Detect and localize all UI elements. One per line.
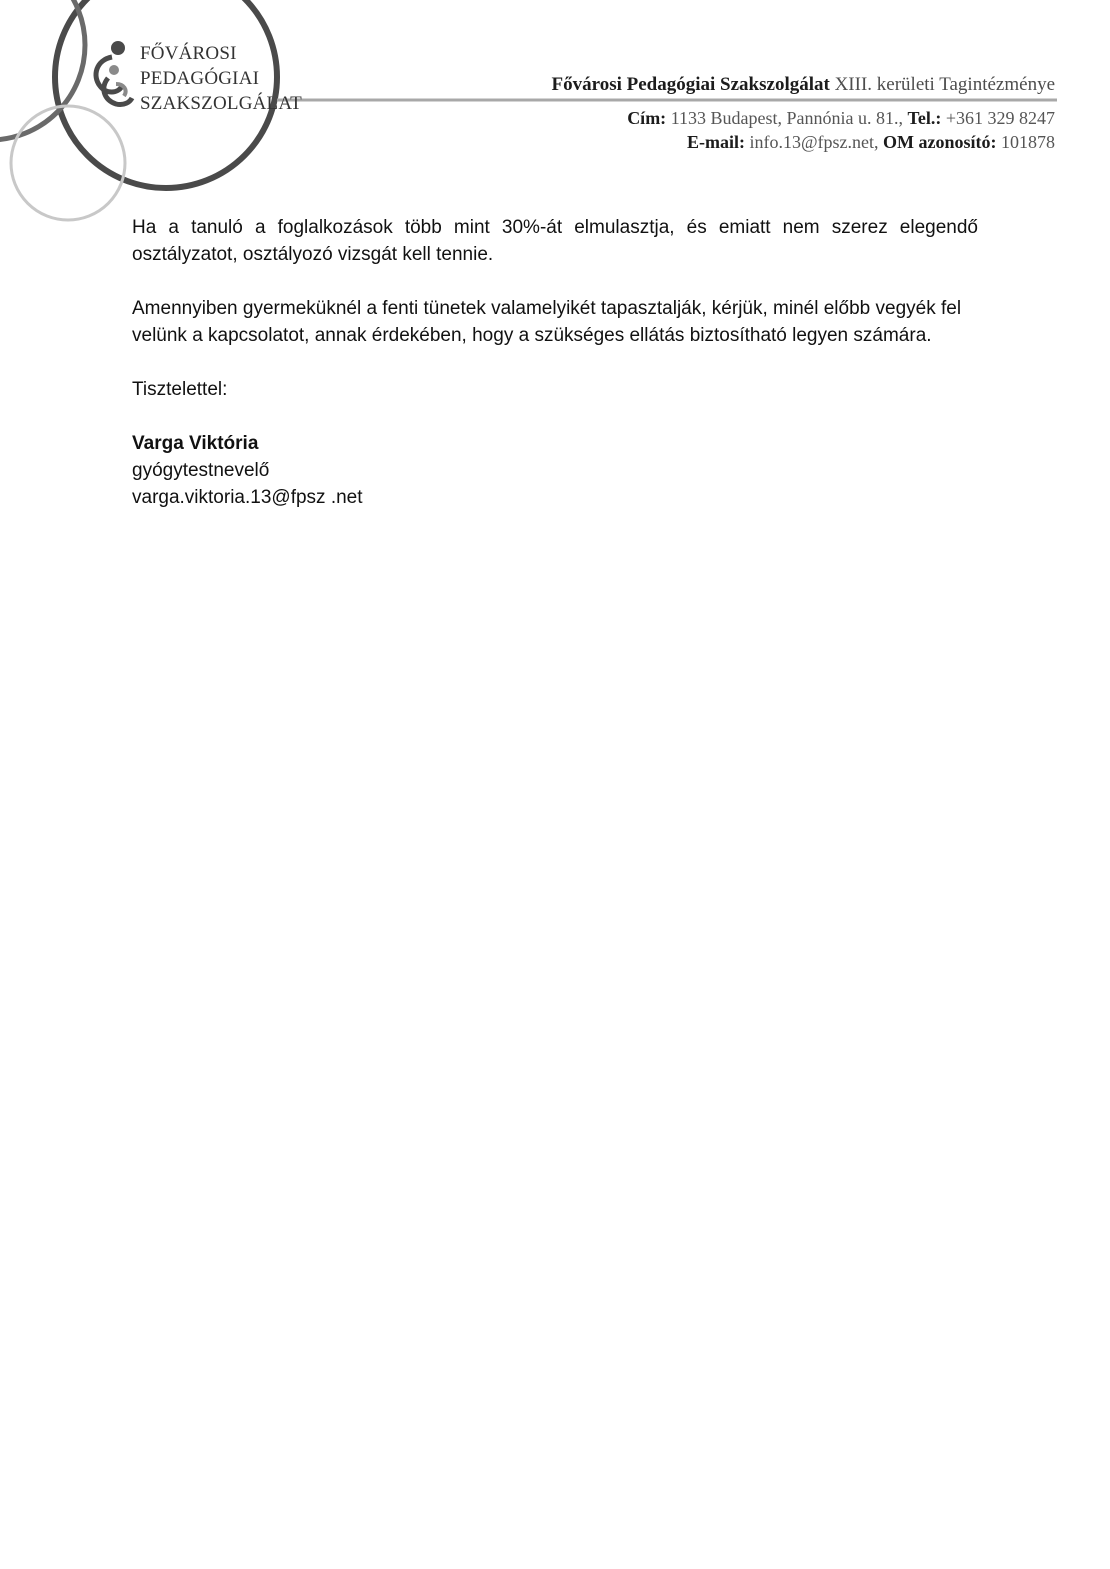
logo-line-1: FŐVÁROSI <box>140 43 237 64</box>
signer-email[interactable]: varga.viktoria.13@fpsz .net <box>132 487 363 508</box>
signature-block <box>132 430 978 511</box>
closing-salutation: Tisztelettel: <box>132 379 228 400</box>
email-label: E-mail: <box>686 132 745 152</box>
letter-body <box>132 214 978 511</box>
logo-emblem-icon <box>96 41 132 105</box>
om-label: OM azonosító: <box>883 132 997 152</box>
org-name: Fővárosi Pedagógiai Szakszolgálat <box>551 74 830 95</box>
paragraph-contact-request: Amennyiben gyermeküknél a fenti tünetek valamelyikét tapasztalják, kérjük, minél előbb vegyék fel velünk a kapcsolatot, annak érdekében, hogy a szükséges ellátás biztosítható legyen számára. <box>132 298 962 346</box>
phone-label: Tel.: <box>907 108 942 128</box>
phone-value: +361 329 8247 <box>945 108 1055 128</box>
signer-name: Varga Viktória <box>132 433 259 454</box>
organization-title <box>552 74 1055 96</box>
address-label: Cím: <box>627 108 667 128</box>
org-unit: XIII. kerületi Tagintézménye <box>834 74 1055 95</box>
signer-title: gyógytestnevelő <box>132 460 270 481</box>
logo-wordmark <box>140 41 302 116</box>
email-line <box>687 132 1055 153</box>
logo-line-3: SZAKSZOLGÁLAT <box>140 93 302 114</box>
address-line <box>627 108 1055 129</box>
om-value: 101878 <box>1001 132 1055 152</box>
email-value[interactable]: info.13@fpsz.net, <box>749 132 879 152</box>
paragraph-absence: Ha a tanuló a foglalkozások több mint 30%-át elmulasztja, és emiatt nem szerez elegendő osztályzatot, osztályozó vizsgát kell tennie. <box>132 217 978 265</box>
address-value: 1133 Budapest, Pannónia u. 81., <box>670 108 903 128</box>
logo-line-2: PEDAGÓGIAI <box>140 68 260 89</box>
